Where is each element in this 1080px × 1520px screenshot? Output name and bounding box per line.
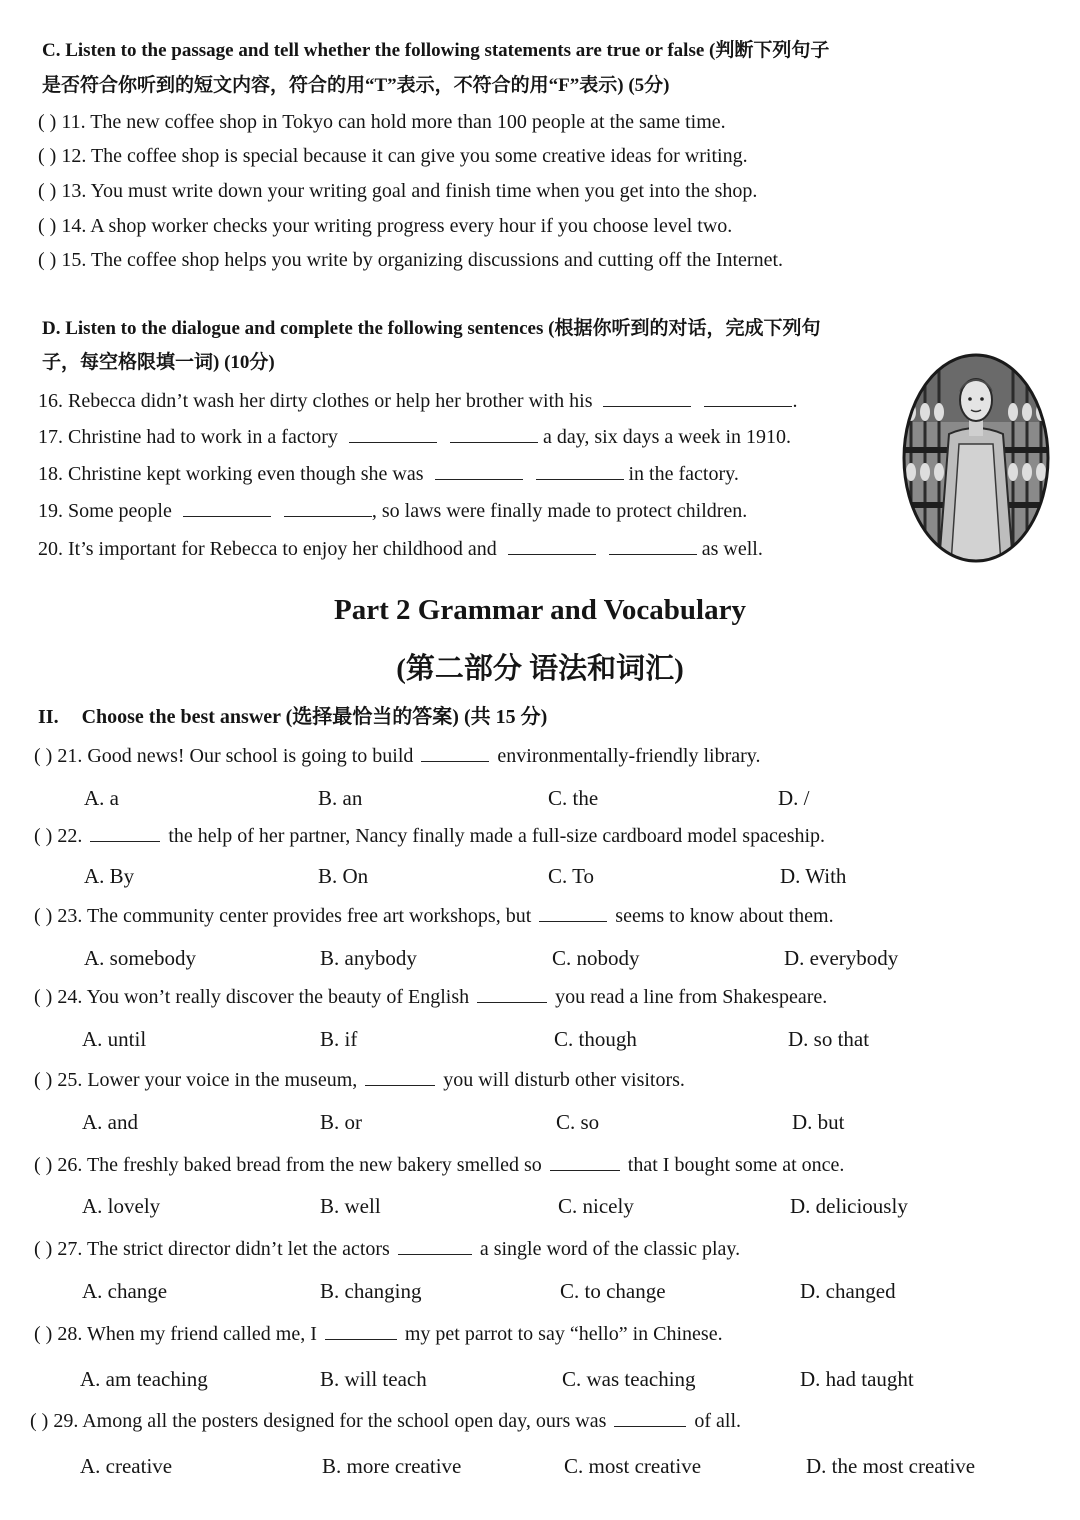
fill-20-end: as well. [701,538,763,560]
option[interactable]: B. an [318,786,363,810]
option[interactable]: C. the [548,786,599,810]
tf-question-15: ( ) 15. The coffee shop helps you write by organizing discussions and cutting off the Internet. [38,249,784,271]
option[interactable]: D. but [792,1110,845,1134]
mc-24-stem-end: you read a line from Shakespeare. [555,986,828,1008]
section-c-heading-line1: C. Listen to the passage and tell whether the following statements are true or false (判断下列句子 [42,40,830,61]
mc-question-22 [34,825,825,848]
option[interactable]: D. the most creative [806,1454,976,1478]
option[interactable]: A. creative [80,1454,173,1478]
answer-blank[interactable] [421,745,489,762]
fill-18-text: 18. Christine kept working even though she was [38,463,424,485]
option[interactable]: C. was teaching [562,1367,696,1391]
section-d-heading-line1: D. Listen to the dialogue and complete the following sentences (根据你听到的对话，完成下列句 [42,318,821,339]
mc-23-stem-end: seems to know about them. [615,905,834,927]
mc-28-stem: ( ) 28. When my friend called me, I [34,1323,317,1345]
mc-21-stem: ( ) 21. Good news! Our school is going to build [34,745,414,767]
answer-blank[interactable] [508,538,596,555]
mc-25-stem-end: you will disturb other visitors. [443,1069,685,1091]
answer-blank[interactable] [435,463,523,480]
option[interactable]: D. / [778,786,810,810]
option[interactable]: B. changing [320,1279,422,1303]
mc-22-stem-end: the help of her partner, Nancy finally made a full-size cardboard model spaceship. [168,825,826,847]
option[interactable]: C. to change [560,1279,666,1303]
answer-blank[interactable] [325,1323,397,1340]
mc-29-stem: ( ) 29. Among all the posters designed for the school open day, ours was [30,1410,607,1432]
mc-question-23 [34,905,834,928]
answer-blank[interactable] [284,500,372,517]
option[interactable]: C. though [554,1027,637,1051]
fill-question-17 [38,426,791,449]
answer-blank[interactable] [603,390,691,407]
option[interactable]: A. and [82,1110,138,1134]
mc-22-stem: ( ) 22. [34,825,83,847]
fill-19-text: 19. Some people [38,500,172,522]
fill-question-16 [38,390,797,413]
tf-question-11: ( ) 11. The new coffee shop in Tokyo can hold more than 100 people at the same time. [38,111,726,133]
option[interactable]: B. or [320,1110,362,1134]
fill-17-end: a day, six days a week in 1910. [542,426,792,448]
answer-blank[interactable] [365,1069,435,1086]
answer-blank[interactable] [550,1154,620,1171]
answer-blank[interactable] [539,905,607,922]
answer-blank[interactable] [609,538,697,555]
mc-28-stem-end: my pet parrot to say “hello” in Chinese. [404,1323,723,1345]
mc-question-26 [34,1154,844,1177]
fill-question-20 [38,538,763,561]
option[interactable]: B. if [320,1027,358,1051]
option[interactable]: D. so that [788,1027,870,1051]
option[interactable]: D. had taught [800,1367,914,1391]
mc-29-stem-end: of all. [694,1410,742,1432]
answer-blank[interactable] [477,986,547,1003]
mc-question-24 [34,986,827,1009]
section-d-heading-line2: 子，每空格限填一词) (10分) [42,352,275,373]
answer-blank[interactable] [183,500,271,517]
mc-26-stem: ( ) 26. The freshly baked bread from the new bakery smelled so [34,1154,542,1176]
option[interactable]: A. change [82,1279,168,1303]
option[interactable]: B. more creative [322,1454,462,1478]
fill-question-19 [38,500,747,523]
mc-27-stem-end: a single word of the classic play. [479,1238,741,1260]
mc-question-27 [34,1238,740,1261]
section-c-heading-line2: 是否符合你听到的短文内容，符合的用“T”表示，不符合的用“F”表示) (5分) [42,75,670,96]
section-ii-title: Choose the best answer (选择最恰当的答案) (共 15 分) [81,706,548,728]
fill-20-text: 20. It’s important for Rebecca to enjoy her childhood and [38,538,497,560]
option[interactable]: C. To [548,864,594,888]
mc-23-stem: ( ) 23. The community center provides free art workshops, but [34,905,532,927]
fill-16-text: 16. Rebecca didn’t wash her dirty clothes or help her brother with his [38,390,593,412]
part2-title: Part 2 Grammar and Vocabulary [334,594,746,626]
option[interactable]: C. nobody [552,946,640,970]
option[interactable]: A. a [84,786,119,810]
option[interactable]: B. will teach [320,1367,427,1391]
factory-girl-photo [901,352,1051,564]
tf-question-14: ( ) 14. A shop worker checks your writing progress every hour if you choose level two. [38,215,733,237]
mc-question-29 [30,1410,741,1433]
mc-question-21 [34,745,760,768]
answer-blank[interactable] [614,1410,686,1427]
section-ii-number: II. [38,706,59,728]
option[interactable]: C. so [556,1110,600,1134]
option[interactable]: C. most creative [564,1454,702,1478]
fill-17-text: 17. Christine had to work in a factory [38,426,338,448]
fill-question-18 [38,463,739,486]
option[interactable]: D. changed [800,1279,896,1303]
mc-26-stem-end: that I bought some at once. [627,1154,845,1176]
option[interactable]: A. By [84,864,135,888]
part2-subtitle: (第二部分 语法和词汇) [396,653,684,685]
answer-blank[interactable] [90,825,160,842]
answer-blank[interactable] [349,426,437,443]
answer-blank[interactable] [536,463,624,480]
mc-question-25 [34,1069,685,1092]
mc-27-stem: ( ) 27. The strict director didn’t let the actors [34,1238,390,1260]
mc-25-stem: ( ) 25. Lower your voice in the museum, [34,1069,358,1091]
option[interactable]: B. anybody [320,946,417,970]
option[interactable]: D. deliciously [790,1194,908,1218]
fill-16-end: . [792,390,798,412]
option[interactable]: C. nicely [558,1194,634,1218]
option[interactable]: A. until [82,1027,147,1051]
mc-24-stem: ( ) 24. You won’t really discover the beauty of English [34,986,470,1008]
answer-blank[interactable] [398,1238,472,1255]
answer-blank[interactable] [704,390,792,407]
option[interactable]: B. well [320,1194,381,1218]
section-ii-heading [38,700,547,729]
option[interactable]: A. am teaching [80,1367,208,1391]
option[interactable]: A. somebody [84,946,196,970]
option[interactable]: B. On [318,864,369,888]
mc-question-28 [34,1323,723,1346]
option[interactable]: D. With [780,864,847,888]
option[interactable]: D. everybody [784,946,899,970]
option[interactable]: A. lovely [82,1194,161,1218]
answer-blank[interactable] [450,426,538,443]
fill-18-end: in the factory. [628,463,739,485]
tf-question-12: ( ) 12. The coffee shop is special because it can give you some creative ideas for writing. [38,145,748,167]
tf-question-13: ( ) 13. You must write down your writing goal and finish time when you get into the shop. [38,180,758,202]
fill-19-end: , so laws were finally made to protect children. [371,500,748,522]
mc-21-stem-end: environmentally-friendly library. [497,745,761,767]
